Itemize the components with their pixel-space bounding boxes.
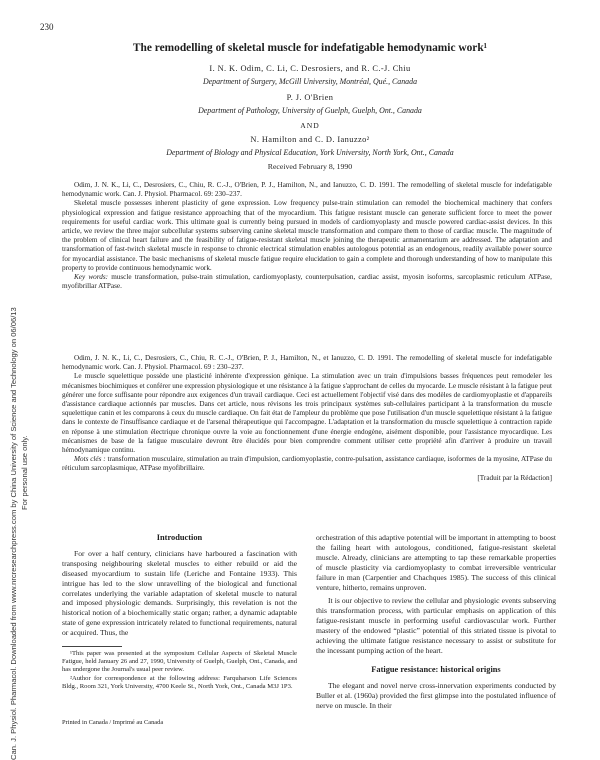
french-abstract xyxy=(62,354,552,483)
footnote-rule xyxy=(62,646,122,647)
introduction-heading: Introduction xyxy=(156,533,203,542)
and-word: AND xyxy=(300,121,320,130)
right-paragraph-1: orchestration of this adaptive potential will be important in attempting to boost the failing heart with autologous, conditioned, fatigue-resistant skeletal muscle. Already, clinicians are attempting to tap these remarkable properties of muscle plasticity via cardiomyoplasty to combat irreversible ventricular failure in man (Carpentier and Chachques 1985). The success of this clinical venture, hitherto, remains unproven. xyxy=(316,533,556,592)
footnote-1: ¹This paper was presented at the symposium Cellular Aspects of Skeletal Muscle Fatigue, held January 26 and 27, 1990, University of Guelph, Guelph, Ont., Canada, and has undergone the Journal's usual peer review. xyxy=(62,650,297,674)
english-citation: Odim, J. N. K., Li, C., Desrosiers, C., Chiu, R. C.-J., O'Brien, P. J., Hamilton, N., and Ianuzzo, C. D. 1991. The remodelling of skeletal muscle for indefatigable hemodynamic work. Can. J. Physiol. Pharmacol. 69: 230–237. xyxy=(62,181,552,199)
received-date: Received February 8, 1990 xyxy=(267,162,353,171)
french-keywords-text: transformation musculaire, stimulation au train d'impulsion, cardiomyoplastie, contre-pulsation, assistance cardiaque, isoformes de la myosine, ATPase du réticulum sarcoplasmique, ATPase myofibrillaire. xyxy=(62,455,552,473)
article-title: The remodelling of skeletal muscle for indefatigable hemodynamic work¹ xyxy=(132,42,488,54)
affiliation-3: Department of Biology and Physical Education, York University, North York, Ont., Canada xyxy=(166,148,454,157)
english-abstract xyxy=(62,181,552,291)
footnote-2: ²Author for correspondence at the following address: Farquharson Life Sciences Bldg., Room 321, York University, 4700 Keele St., North York, Ont., Canada M3J 1P3. xyxy=(62,674,297,690)
introduction-text: For over a half century, clinicians have harboured a fascination with transposing neighbouring skeletal muscles to either rebuild or aid the diseased myocardium to sustain life (Leriche and Fontaine 1933). This intrigue has led to the slow unravelling of the biological and functional correlates underlying the variable adaptation of skeletal muscle to natural and imposed physiologic demands. Surprisingly, this revelation is not the historical notion of a biochemically static organ; rather, a dynamic adaptable state of gene expression intricately related to functional requirements, natural or acquired. Thus, the xyxy=(62,548,297,638)
right-column xyxy=(316,533,556,711)
fatigue-resistance-text: The elegant and novel nerve cross-innervation experiments conducted by Buller et al. (1960a) provided the first glimpse into the postulated influence of nerve on muscle. In their xyxy=(316,680,556,710)
french-keywords-label: Mots clés : xyxy=(74,455,106,464)
english-keywords-label: Key words: xyxy=(74,273,109,282)
footnotes xyxy=(62,650,297,691)
fatigue-resistance-heading: Fatigue resistance: historical origins xyxy=(371,664,501,674)
english-keywords xyxy=(62,273,552,291)
printed-in-canada: Printed in Canada / Imprimé au Canada xyxy=(62,719,164,726)
english-abstract-text: Skeletal muscle possesses inherent plasticity of gene expression. Low frequency pulse-train stimulation can remodel the biochemical machinery that confers physiological expression and fatigue resistance approaching that of the myocardium. This fatigue resistant muscle can generate sufficient force to meet the power requirements for useful cardiac work. This ultimate goal is currently being pursued in models of cardiomyoplasty and muscle powered cardiac-assist devices. In this article, we review the three major subcellular systems subserving canine skeletal muscle transformation and compare them to those of cardiac muscle. The magnitude of the problem of clinical heart failure and the feasibility of fatigue-resistant skeletal muscle joining the therapeutic armamentarium are addressed. The adaptation and transformation of fast-twitch skeletal muscle in response to chronic electrical stimulation enables autologous potential as an endogenous, readily available power source for myocardial assistance. The basic mechanisms of skeletal muscle fatigue require elucidation to gain a complete and thorough understanding of how to manipulate this property to provide continuous hemodynamic work. xyxy=(62,199,552,272)
page-number: 230 xyxy=(40,22,54,32)
french-keywords xyxy=(62,455,552,473)
download-watermark-line-2: For personal use only. xyxy=(20,435,29,510)
author-line-3: N. Hamilton and C. D. Ianuzzo² xyxy=(250,135,370,144)
translation-credit: [Traduit par la Rédaction] xyxy=(477,473,552,482)
author-line-2: P. J. O'Brien xyxy=(286,93,334,102)
download-watermark-line-1: Can. J. Physiol. Pharmacol. Downloaded from www.nrcresearchpress.com by China University of Science and Technology on 06/06/13 xyxy=(9,307,18,760)
french-citation: Odim, J. N. K., Li, C., Desrosiers, C., Chiu, R. C.-J., O'Brien, P. J., Hamilton, N., et Ianuzzo, C. D. 1991. The remodelling of skeletal muscle for indefatigable hemodynamic work. Can. J. Physiol. Pharmacol. 69 : 230–237. xyxy=(62,354,552,372)
french-abstract-text: Le muscle squelettique possède une plasticité inhérente d'expression génique. La stimulation avec un train d'impulsions basses fréquences peut remodeler les mécanismes biochimiques et conférer une expression physiologique et une résistance à la fatigue s'approchant de celles du myocarde. Le muscle résistant à la fatigue peut générer une force suffisante pour répondre aux exigences d'un travail cardiaque. Ceci est actuellement l'objectif visé dans des modèles de cardiomyoplastie et d'appareils d'assistance cardiaque actionnés par muscles. Dans cet article, nous révisons les trois principaux systèmes sub-cellulaires participant à la transformation du muscle squelettique canin et les comparons à ceux du muscle cardiaque. On fait état de l'ampleur du problème que pose l'utilisation d'un muscle squelettique résistant à la fatigue dans le contexte de l'insuffisance cardiaque et de l'arsenal thérapeutique qui l'accompagne. L'adaptation et la transformation du muscle squelettique à contraction rapide en réponse à une stimulation électrique chronique ouvre la voie au fonctionnement d'une énergie endogène, aisément disponible, pour l'assistance myocardique. Les mécanismes de base de la fatigue musculaire devront être élucidés pour bien comprendre comment utiliser cette propriété afin d'arriver à produire un travail hémodynamique continu. xyxy=(62,372,552,455)
author-line-1: I. N. K. Odim, C. Li, C. Desrosiers, and R. C.-J. Chiu xyxy=(209,64,411,73)
download-watermark xyxy=(8,40,30,760)
affiliation-1: Department of Surgery, McGill University, Montréal, Qué., Canada xyxy=(202,77,418,86)
english-keywords-text: muscle transformation, pulse-train stimulation, cardiomyoplasty, counterpulsation, cardiac assist, myosin isoforms, sarcoplasmic reticulum ATPase, myofibrillar ATPase. xyxy=(62,273,552,291)
right-paragraph-2: It is our objective to review the cellular and physiologic events subserving this transformation process, with particular emphasis on application of this fatigue-resistant muscle in performing useful cardiovascular work. Further mastery of the endowed “plastic” potential of this striated tissue is pivotal to achieving the ultimate fatigue resistance necessary to assist or substitute for the incessant pumping action of the heart. xyxy=(316,596,556,655)
left-column xyxy=(62,533,297,638)
affiliation-2: Department of Pathology, University of Guelph, Guelph, Ont., Canada xyxy=(198,106,422,115)
